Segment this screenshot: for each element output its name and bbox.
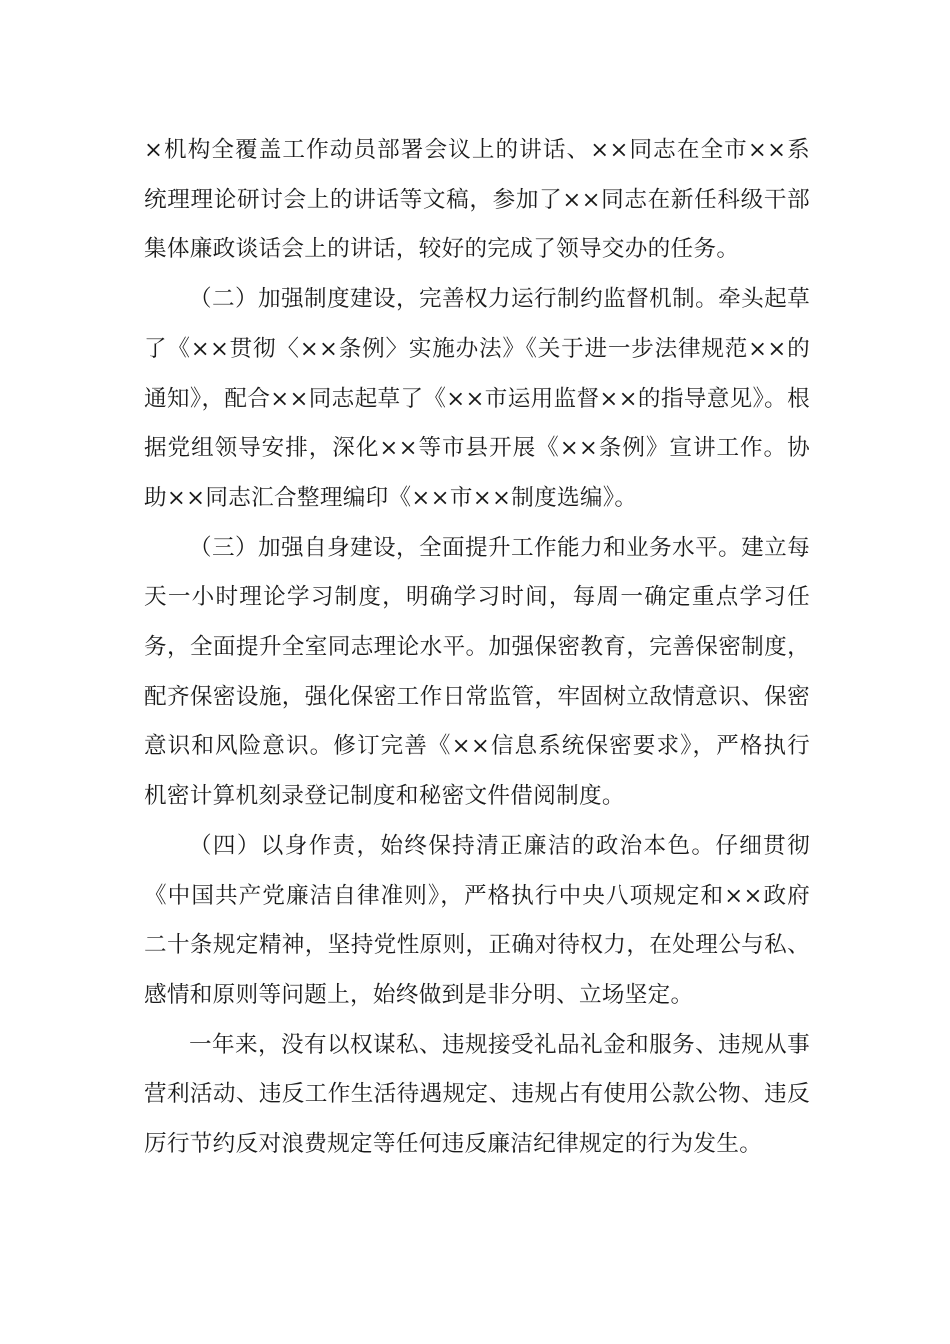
paragraph-summary: 一年来，没有以权谋私、违规接受礼品礼金和服务、违规从事营利活动、违反工作生活待遇规定、违规占有使用公款公物、违反厉行节约反对浪费规定等任何违反廉洁纪律规定的行为发生。 xyxy=(144,1031,810,1158)
paragraph-section-3: （三）加强自身建设，全面提升工作能力和业务水平。建立每天一小时理论学习制度，明确学习时间，每周一确定重点学习任务，全面提升全室同志理论水平。加强保密教育，完善保密制度，配齐保密设施，强化保密工作日常监管，牢固树立敌情意识、保密意识和风险意识。修订完善《××信息系统保密要求》，严格执行机密计算机刻录登记制度和秘密文件借阅制度。 xyxy=(144,534,810,810)
document-body xyxy=(144,126,810,1170)
paragraph-continuation: ×机构全覆盖工作动员部署会议上的讲话、××同志在全市××系统理理论研讨会上的讲话等文稿，参加了××同志在新任科级干部集体廉政谈话会上的讲话，较好的完成了领导交办的任务。 xyxy=(144,137,810,263)
paragraph-section-4: （四）以身作责，始终保持清正廉洁的政治本色。仔细贯彻《中国共产党廉洁自律准则》，严格执行中央八项规定和××政府二十条规定精神，坚持党性原则，正确对待权力，在处理公与私、感情和原则等问题上，始终做到是非分明、立场坚定。 xyxy=(144,832,810,1008)
paragraph-section-2: （二）加强制度建设，完善权力运行制约监督机制。牵头起草了《××贯彻〈××条例〉实施办法》《关于进一步法律规范××的通知》，配合××同志起草了《××市运用监督××的指导意见》。根据党组领导安排，深化××等市县开展《××条例》宣讲工作。协助××同志汇合整理编印《××市××制度选编》。 xyxy=(144,286,810,511)
